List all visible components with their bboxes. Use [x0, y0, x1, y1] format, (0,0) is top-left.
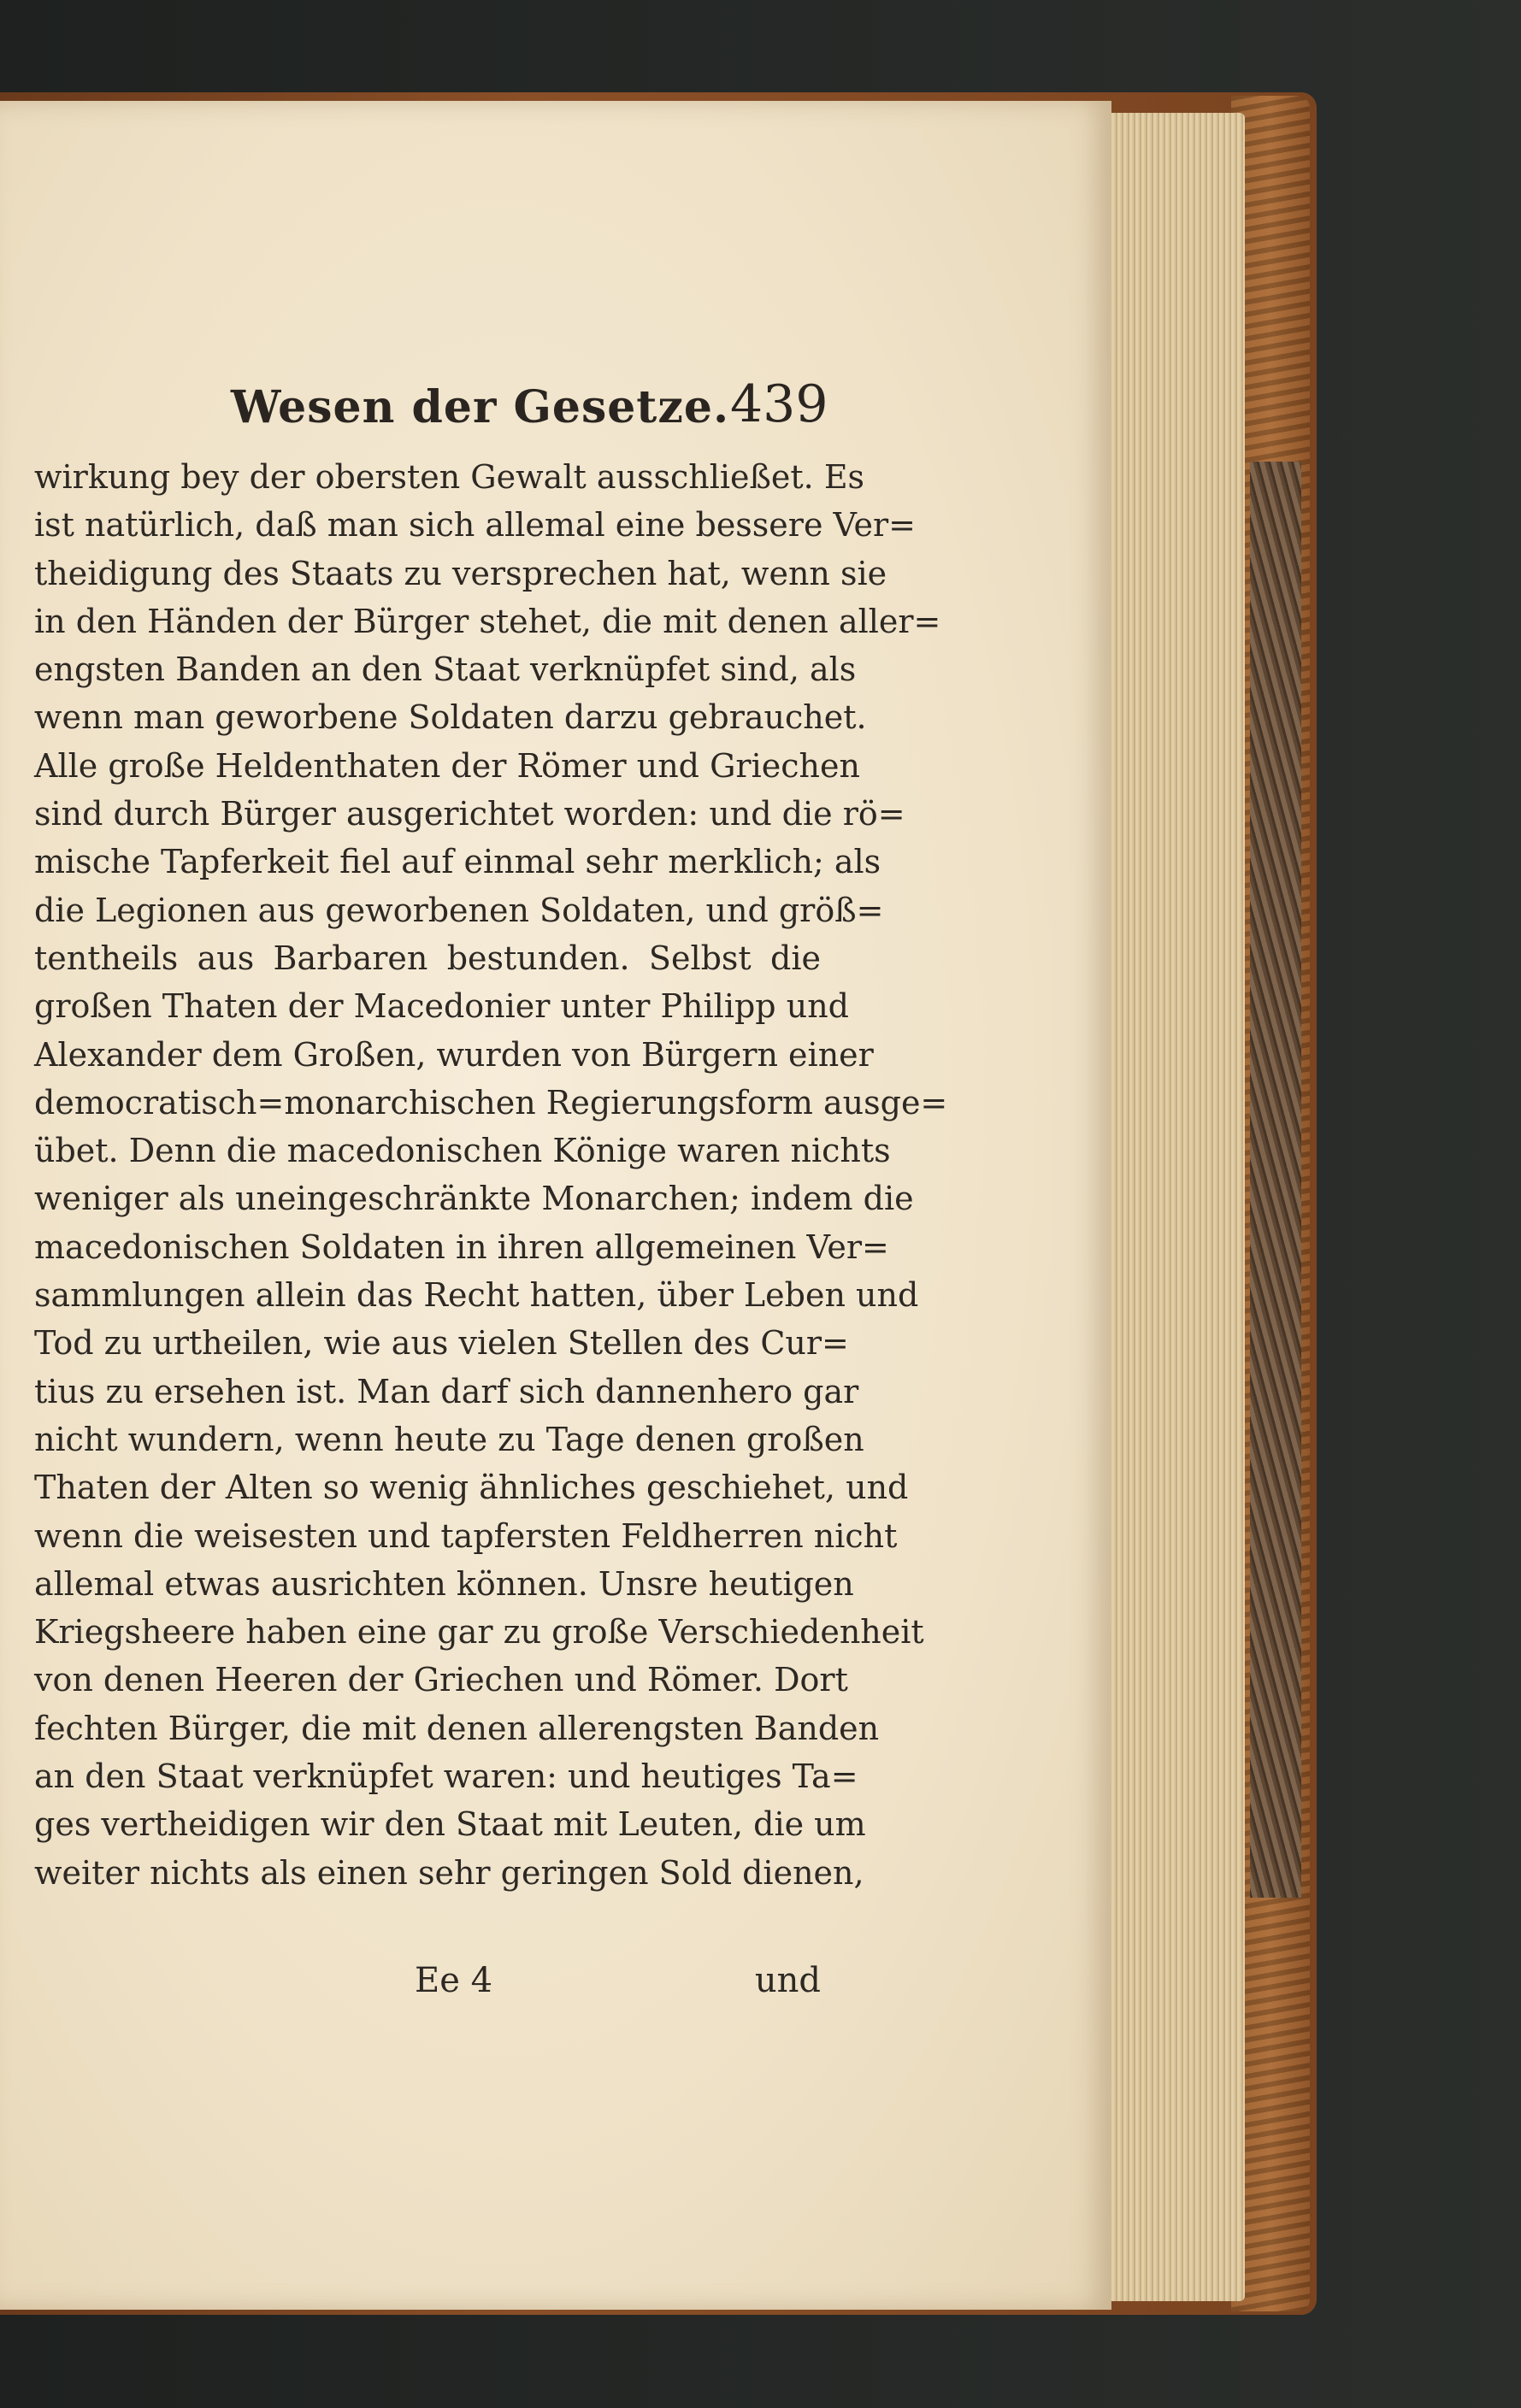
page-block-edges: [1108, 113, 1245, 2301]
text-line: engsten Banden an den Staat verknüpfet sind, als: [34, 651, 857, 689]
text-line: ges vertheidigen wir den Staat mit Leuten, die um: [34, 1805, 866, 1844]
book-page: [0, 101, 1111, 2310]
text-line: Tod zu urtheilen, wie aus vielen Stellen des Cur=: [34, 1324, 849, 1363]
text-line: übet. Denn die macedonischen Könige waren nichts: [34, 1132, 891, 1170]
text-line: wenn die weisesten und tapfersten Feldherren nicht: [34, 1516, 898, 1555]
signature-mark: Ee 4: [415, 1961, 493, 2000]
running-title: Wesen der Gesetze.: [231, 381, 730, 433]
text-line: Kriegsheere haben eine gar zu große Verschiedenheit: [34, 1613, 924, 1651]
text-line: theidigung des Staats zu versprechen hat, wenn sie: [34, 554, 887, 592]
text-line: großen Thaten der Macedonier unter Philipp und: [34, 987, 849, 1026]
text-line: nicht wundern, wenn heute zu Tage denen großen: [34, 1420, 864, 1458]
marbled-paper: [1250, 462, 1301, 1898]
text-line: sammlungen allein das Recht hatten, über Leben und: [34, 1276, 919, 1315]
text-line: sind durch Bürger ausgerichtet worden: und die rö=: [34, 795, 905, 833]
catchword: und: [754, 1961, 821, 2000]
text-line: macedonischen Soldaten in ihren allgemeinen Ver=: [34, 1228, 889, 1266]
text-line: weniger als uneingeschränkte Monarchen; indem die: [34, 1180, 914, 1218]
text-line: allemal etwas ausrichten können. Unsre heutigen: [34, 1564, 854, 1603]
page-header: [231, 374, 829, 450]
text-line: die Legionen aus geworbenen Soldaten, und größ=: [34, 891, 884, 929]
text-line: wirkung bey der obersten Gewalt ausschließet. Es: [34, 458, 865, 496]
page-number: 439: [730, 374, 828, 434]
page-footer: [34, 1961, 821, 2009]
text-line: weiter nichts als einen sehr geringen Sold dienen,: [34, 1853, 864, 1892]
text-line: Thaten der Alten so wenig ähnliches geschiehet, und: [34, 1469, 909, 1507]
text-line: Alexander dem Großen, wurden von Bürgern einer: [34, 1035, 874, 1074]
text-line: wenn man geworbene Soldaten darzu gebrauchet.: [34, 698, 867, 737]
text-line: in den Händen der Bürger stehet, die mit denen aller=: [34, 602, 941, 640]
text-line: mische Tapferkeit fiel auf einmal sehr merklich; als: [34, 843, 881, 881]
text-line: ist natürlich, daß man sich allemal eine bessere Ver=: [34, 506, 916, 545]
text-line: an den Staat verknüpfet waren: und heutiges Ta=: [34, 1757, 858, 1796]
text-line: tius zu ersehen ist. Man darf sich dannenhero gar: [34, 1372, 859, 1410]
body-text: [34, 453, 948, 1897]
text-line: von denen Heeren der Griechen und Römer. Dort: [34, 1661, 848, 1699]
text-line: democratisch=monarchischen Regierungsform ausge=: [34, 1083, 948, 1122]
text-line: fechten Bürger, die mit denen allerengsten Banden: [34, 1709, 880, 1747]
text-line: Alle große Heldenthaten der Römer und Griechen: [34, 746, 860, 785]
text-line: tentheils aus Barbaren bestunden. Selbst die: [34, 939, 821, 977]
